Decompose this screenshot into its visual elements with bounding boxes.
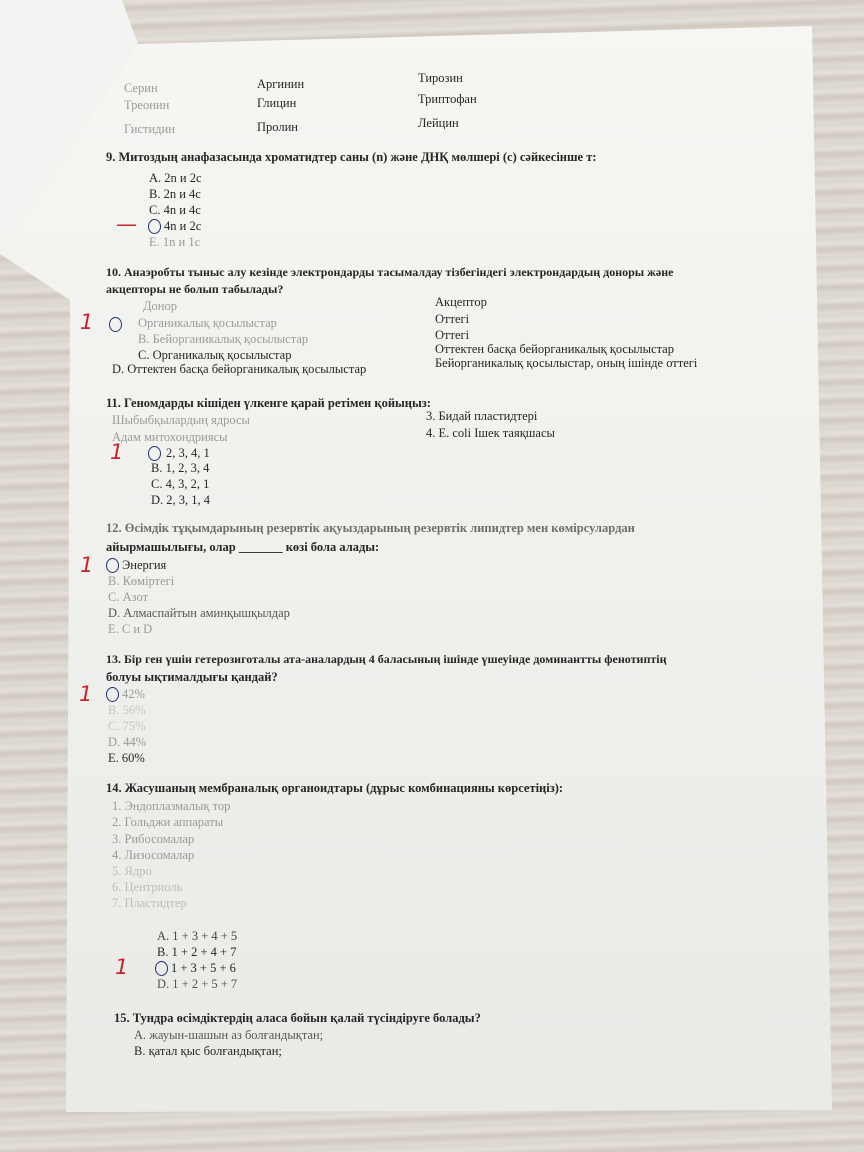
selected-answer-circle (155, 961, 168, 976)
amino-acid: Гистидин (124, 122, 175, 136)
selected-answer-circle (106, 558, 119, 573)
selected-answer-circle (148, 219, 161, 234)
answer-option: B. 1 + 2 + 4 + 7 (157, 945, 237, 959)
answer-option: B. қатал қыс болғандықтан; (134, 1044, 282, 1058)
amino-acid: Триптофан (418, 92, 477, 106)
amino-acid: Треонин (124, 98, 170, 112)
answer-option: E. C и D (108, 622, 153, 636)
genome-item: 4. E. coli Ішек таяқшасы (426, 426, 555, 440)
organelle-item: 4. Лизосомалар (112, 848, 195, 862)
answer-option: B. 1, 2, 3, 4 (151, 461, 210, 475)
organelle-item: 6. Центриоль (112, 880, 183, 894)
amino-acid: Аргинин (257, 77, 305, 91)
organelle-item: 3. Рибосомалар (112, 832, 195, 846)
question-text: 13. Бір ген үшін гетерозиготалы ата-аналардың 4 баласының ішінде үшеуінде доминантты фенотиптің (106, 652, 667, 666)
donor-option: Органикалық қосылыстар (138, 316, 277, 330)
answer-option: 4n и 2c (164, 219, 202, 233)
question-text: 11. Геномдарды кішіден үлкенге қарай ретімен қойыңыз: (106, 396, 431, 410)
answer-option: C. Азот (108, 590, 149, 604)
donor-option: B. Бейорганикалық қосылыстар (138, 332, 309, 346)
column-header-acceptor: Акцептор (435, 295, 487, 309)
selected-answer-circle (109, 317, 122, 332)
amino-acid: Глицин (257, 96, 297, 110)
answer-option: D. 44% (108, 735, 147, 749)
answer-option: A. жауын-шашын аз болғандықтан; (134, 1028, 324, 1042)
answer-option: Энергия (122, 558, 167, 572)
acceptor-option: Оттегі (435, 328, 470, 342)
organelle-item: 2. Гольджи аппараты (112, 815, 224, 829)
amino-acid: Лейцин (418, 116, 459, 130)
genome-item: Адам митохондриясы (112, 430, 228, 444)
red-score-mark: 1 (80, 553, 94, 577)
answer-option: D. 2, 3, 1, 4 (151, 493, 211, 507)
question-text: 14. Жасушаның мембраналық органоидтары (дұрыс комбинацияны көрсетіңіз): (106, 781, 564, 795)
answer-option: C. 75% (108, 719, 146, 733)
donor-option: C. Органикалық қосылыстар (138, 348, 292, 362)
answer-option: B. Көміртегі (108, 574, 175, 588)
answer-option: E. 60% (108, 751, 145, 765)
answer-option: C. 4n и 4c (149, 203, 201, 217)
organelle-item: 1. Эндоплазмалық тор (112, 799, 231, 813)
amino-acid: Пролин (257, 120, 298, 134)
amino-acid: Тирозин (418, 71, 463, 85)
answer-option: A. 1 + 3 + 4 + 5 (157, 929, 238, 943)
genome-item: Шыбыбқылардың ядросы (112, 413, 250, 427)
answer-option: A. 2n и 2c (149, 171, 202, 185)
question-text: акцепторы не болып табылады? (106, 282, 284, 296)
red-score-mark: 1 (115, 955, 129, 979)
answer-option: 42% (122, 687, 145, 701)
acceptor-option: Оттектен басқа бейорганикалық қосылыстар (435, 342, 674, 356)
selected-answer-circle (148, 446, 161, 461)
acceptor-option: Оттегі (435, 312, 470, 326)
answer-option: 2, 3, 4, 1 (166, 446, 210, 460)
red-dash-mark: — (116, 212, 137, 236)
question-text: 10. Анаэробты тыныс алу кезінде электрондарды тасымалдау тізбегіндегі электрондардың доноры және (106, 265, 674, 279)
red-score-mark: 1 (80, 310, 94, 334)
answer-option: D. Алмаспайтын аминқышқылдар (108, 606, 290, 620)
answer-option: C. 4, 3, 2, 1 (151, 477, 210, 491)
question-text: 12. Өсімдік тұқымдарының резервтік ақуыздарының резервтік липидтер мен көмірсулардан (106, 521, 635, 535)
organelle-item: 5. Ядро (112, 864, 152, 878)
red-score-mark: 1 (110, 440, 124, 464)
selected-answer-circle (106, 687, 119, 702)
red-score-mark: 1 (79, 682, 93, 706)
question-text: 15. Тундра өсімдіктердің аласа бойын қалай түсіндіруге болады? (114, 1011, 481, 1025)
column-header-donor: Донор (143, 299, 177, 313)
answer-option: 1 + 3 + 5 + 6 (171, 961, 236, 975)
acceptor-option: Бейорганикалық қосылыстар, оның ішінде оттегі (435, 356, 698, 370)
answer-option: B. 2n и 4c (149, 187, 201, 201)
answer-option: B. 56% (108, 703, 146, 717)
organelle-item: 7. Пластидтер (112, 896, 187, 910)
genome-item: 3. Бидай пластидтері (426, 409, 538, 423)
answer-option: D. 1 + 2 + 5 + 7 (157, 977, 238, 991)
question-text: болуы ықтималдығы қандай? (106, 670, 278, 684)
question-text: 9. Митоздың анафазасында хроматидтер саны (n) және ДНҚ мөлшері (с) сәйкесінше т: (106, 150, 597, 164)
question-text: айырмашылығы, олар _______ көзі бола алады: (106, 540, 380, 554)
answer-option: E. 1n и 1c (149, 235, 201, 249)
donor-option: D. Оттектен басқа бейорганикалық қосылыстар (112, 362, 367, 376)
amino-acid: Серин (124, 81, 158, 95)
